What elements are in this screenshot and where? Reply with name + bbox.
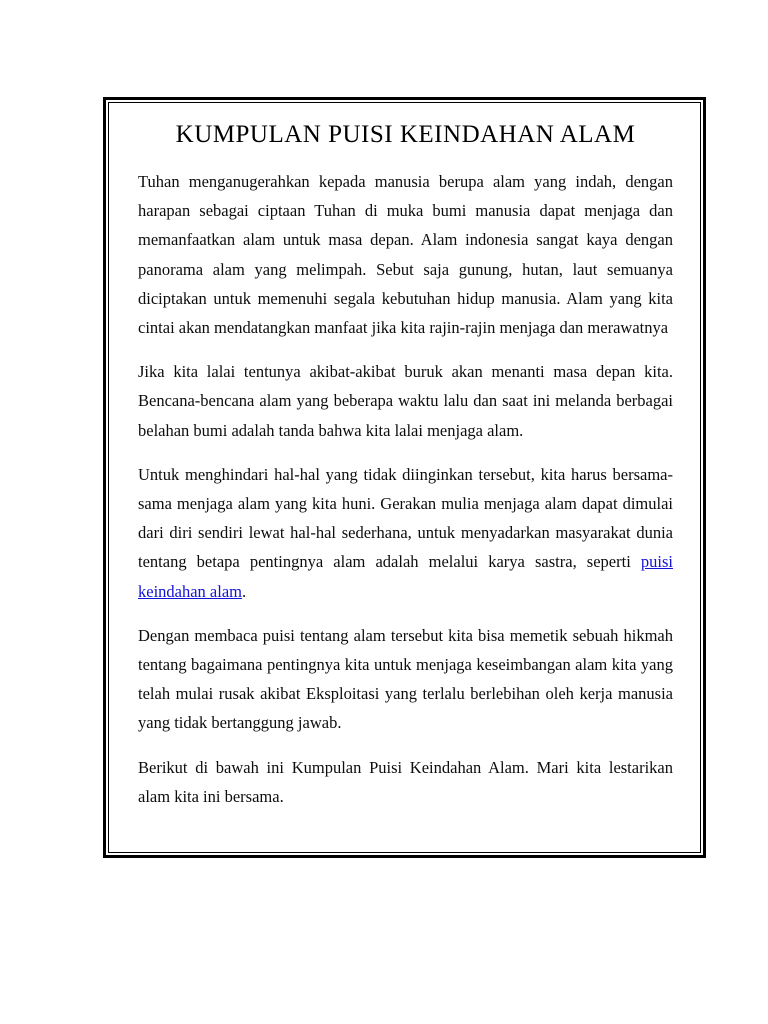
paragraph-benefit: Dengan membaca puisi tentang alam tersebut kita bisa memetik sebuah hikmah tentang bagaimana pentingnya kita untuk menjaga keseimbangan alam kita yang telah mulai rusak akibat Eksploitasi yang terlalu berlebihan oleh kerja manusia yang tidak bertanggung jawab. <box>138 625 673 733</box>
document-frame <box>103 97 706 858</box>
paragraph-prevention-text-before-link: Untuk menghindari hal-hal yang tidak diinginkan tersebut, kita harus bersama-sama menjaga alam yang kita huni. Gerakan mulia menjaga alam dapat dimulai dari diri sendiri lewat hal-hal sederhana, untuk menyadarkan masyarakat dunia tentang betapa pentingnya alam adalah melalui karya sastra, seperti <box>138 464 673 572</box>
paragraph-consequences: Jika kita lalai tentunya akibat-akibat buruk akan menanti masa depan kita. Bencana-bencana alam yang beberapa waktu lalu dan saat ini melanda berbagai belahan bumi adalah tanda bahwa kita lalai menjaga alam. <box>138 362 673 440</box>
paragraph-prevention <box>138 460 673 606</box>
document-title <box>138 119 673 151</box>
document-title-text: KUMPULAN PUISI KEINDAHAN ALAM <box>175 121 636 148</box>
paragraph-closing: Berikut di bawah ini Kumpulan Puisi Keindahan Alam. Mari kita lestarikan alam kita ini bersama. <box>138 757 673 806</box>
paragraph-intro: Tuhan menganugerahkan kepada manusia berupa alam yang indah, dengan harapan sebagai ciptaan Tuhan di muka bumi manusia dapat menjaga dan memanfaatkan alam untuk masa depan. Alam indonesia sangat kaya dengan panorama alam yang melimpah. Sebut saja gunung, hutan, laut semuanya diciptakan untuk memenuhi segala kebutuhan hidup manusia. Alam yang kita cintai akan mendatangkan manfaat jika kita rajin-rajin menjaga dan merawatnya <box>138 172 673 338</box>
paragraph-prevention-text-after-link: . <box>242 581 247 601</box>
document-frame-inner <box>108 102 701 853</box>
puisi-keindahan-alam-link[interactable]: puisi keindahan alam <box>138 552 673 601</box>
